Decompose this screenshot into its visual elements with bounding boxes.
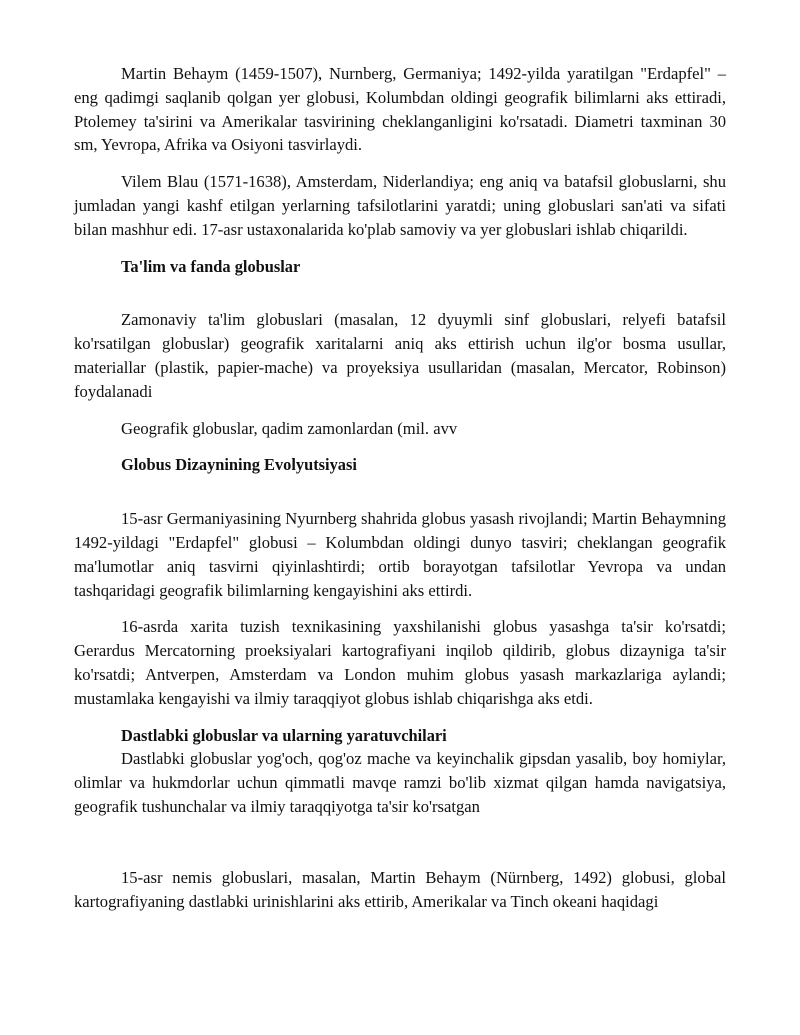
paragraph-early-globes: Dastlabki globuslar yog'och, qog'oz mache va keyinchalik gipsdan yasalib, boy homiylar, olimlar va hukmdorlar uchun qimmatli mavqe ramzi bo'lib xizmat qilgan hamda navigatsiya, geografik tushunchalar va ilmiy taraqqiyotga ta'sir ko'rsatgan (74, 749, 726, 816)
paragraph-blau: Vilem Blau (1571-1638), Amsterdam, Niderlandiya; eng aniq va batafsil globuslarni, shu jumladan yangi kashf etilgan yerlarning tafsilotlarini yaratdi; uning globuslari san'ati va sifati bilan mashhur edi. 17-asr ustaxonalarida ko'plab samoviy va yer globuslari ishlab chiqarildi. (74, 172, 726, 239)
heading-education-globes: Ta'lim va fanda globuslar (121, 256, 301, 276)
heading-early-globes: Dastlabki globuslar va ularning yaratuvchilari (121, 725, 447, 745)
paragraph-modern-globes: Zamonaviy ta'lim globuslari (masalan, 12 dyuymli sinf globuslari, relyefi batafsil ko'rsatilgan globuslar) geografik xaritalarni aniq aks ettirish uchun ilg'or bosma usullar, materiallar (plastik, papier-mache) va proyeksiya usullaridan (masalan, Mercator, Robinson) foydalanadi (74, 310, 726, 401)
paragraph-15th-century: 15-asr Germaniyasining Nyurnberg shahrida globus yasash rivojlandi; Martin Behaymning 1492-yildagi "Erdapfel" globusi – Kolumbdan oldingi dunyo tasviri; cheklangan geografik ma'lumotlar aniq tasvirni qiyinlashtirdi; ortib borayotgan tafsilotlar Yevropa va undan tashqaridagi geografik bilimlarning kengayishini aks ettirdi. (74, 509, 726, 600)
paragraph-16th-century: 16-asrda xarita tuzish texnikasining yaxshilanishi globus yasashga ta'sir ko'rsatdi; Gerardus Mercatorning proeksiyalari kartografiyani inqilob qildirib, globus dizayniga ta'sir ko'rsatdi; Antverpen, Amsterdam va London muhim globus yasash markazlariga aylandi; mustamlaka kengayishi va ilmiy taraqqiyot globus ishlab chiqarishga aks etdi. (74, 617, 726, 708)
heading-globe-design-evolution: Globus Dizaynining Evolyutsiyasi (121, 455, 357, 475)
paragraph-behaym: Martin Behaym (1459-1507), Nurnberg, Germaniya; 1492-yilda yaratilgan "Erdapfel" – eng qadimgi saqlanib qolgan yer globusi, Kolumbdan oldingi geografik bilimlarni aks ettiradi, Ptolemey ta'sirini va Amerikalar tasvirining cheklanganligini ko'rsatadi. Diametri taxminan 30 sm, Yevropa, Afrika va Osiyoni tasvirlaydi. (74, 64, 726, 155)
document-page (74, 62, 726, 913)
paragraph-german-globes: 15-asr nemis globuslari, masalan, Martin Behaym (Nürnberg, 1492) globusi, global kartografiyaning dastlabki urinishlarini aks ettirib, Amerikalar va Tinch okeani haqidagi (74, 867, 726, 911)
paragraph-geographic-globes: Geografik globuslar, qadim zamonlardan (mil. avv (121, 418, 458, 438)
